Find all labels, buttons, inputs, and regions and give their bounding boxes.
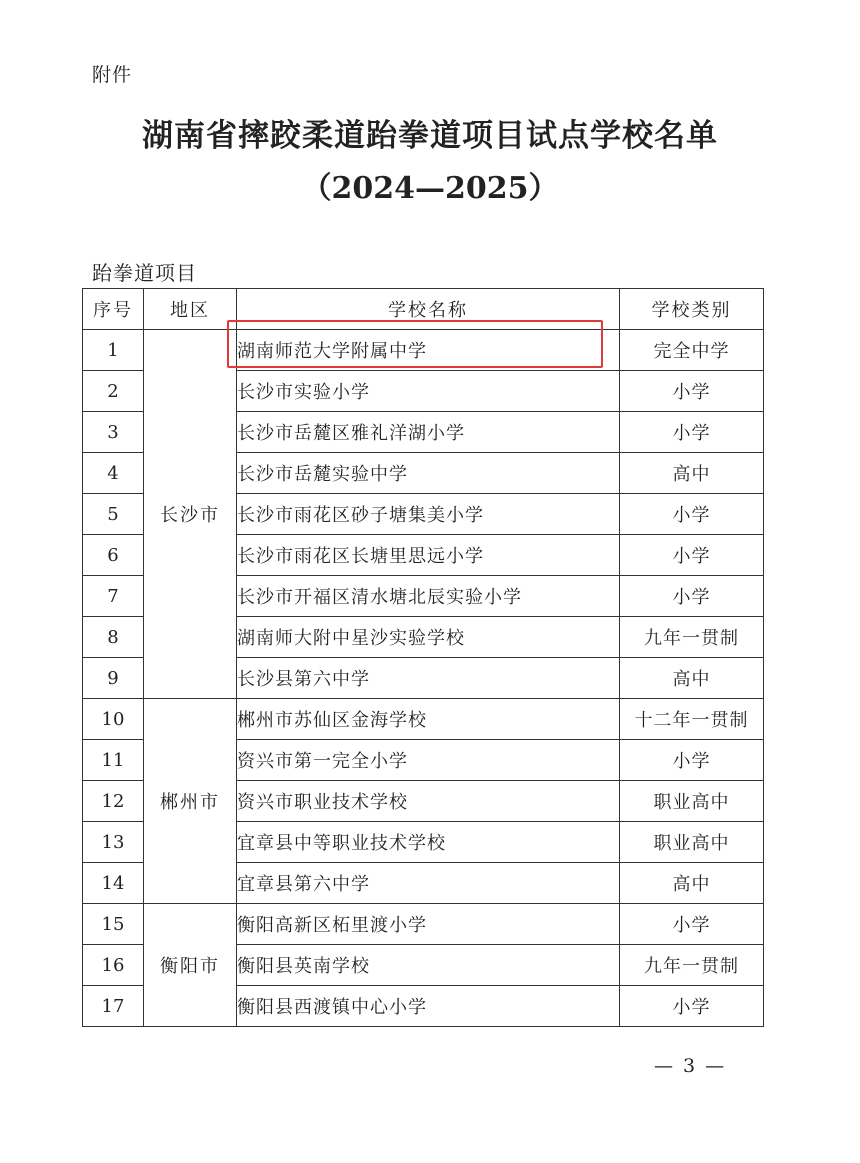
- school-name: 衡阳县英南学校: [237, 945, 620, 986]
- school-name: 宜章县中等职业技术学校: [237, 822, 620, 863]
- school-name: 衡阳县西渡镇中心小学: [237, 986, 620, 1027]
- school-name: 长沙县第六中学: [237, 658, 620, 699]
- school-type: 职业高中: [620, 781, 764, 822]
- school-type: 高中: [620, 658, 764, 699]
- row-number: 14: [83, 863, 144, 904]
- table-row: [83, 699, 764, 740]
- row-number: 7: [83, 576, 144, 617]
- school-type: 小学: [620, 740, 764, 781]
- school-name: 郴州市苏仙区金海学校: [237, 699, 620, 740]
- row-number: 5: [83, 494, 144, 535]
- header-region: 地区: [144, 289, 237, 330]
- school-type: 完全中学: [620, 330, 764, 371]
- school-name: 资兴市第一完全小学: [237, 740, 620, 781]
- header-type: 学校类别: [620, 289, 764, 330]
- table-header-row: [83, 289, 764, 330]
- school-type: 小学: [620, 371, 764, 412]
- row-number: 2: [83, 371, 144, 412]
- school-name: 长沙市开福区清水塘北辰实验小学: [237, 576, 620, 617]
- attachment-label: 附件: [92, 64, 133, 86]
- school-name: 长沙市雨花区砂子塘集美小学: [237, 494, 620, 535]
- school-name: 湖南师大附中星沙实验学校: [237, 617, 620, 658]
- school-type: 小学: [620, 986, 764, 1027]
- row-number: 8: [83, 617, 144, 658]
- table-body: [83, 330, 764, 1027]
- school-name: 湖南师范大学附属中学: [237, 330, 620, 371]
- school-type: 职业高中: [620, 822, 764, 863]
- row-number: 6: [83, 535, 144, 576]
- document-title: 湖南省摔跤柔道跆拳道项目试点学校名单: [142, 118, 718, 154]
- school-name: 长沙市实验小学: [237, 371, 620, 412]
- row-number: 4: [83, 453, 144, 494]
- table-row: [83, 904, 764, 945]
- page-number: — 3 —: [654, 1055, 727, 1077]
- region-cell: 郴州市: [144, 699, 237, 904]
- school-name: 衡阳高新区柘里渡小学: [237, 904, 620, 945]
- school-name: 长沙市岳麓区雅礼洋湖小学: [237, 412, 620, 453]
- header-school: 学校名称: [237, 289, 620, 330]
- school-type: 高中: [620, 863, 764, 904]
- section-label: 跆拳道项目: [92, 261, 197, 285]
- region-cell: 衡阳市: [144, 904, 237, 1027]
- school-type: 小学: [620, 494, 764, 535]
- school-type: 九年一贯制: [620, 945, 764, 986]
- school-type: 十二年一贯制: [620, 699, 764, 740]
- row-number: 9: [83, 658, 144, 699]
- school-type: 高中: [620, 453, 764, 494]
- row-number: 17: [83, 986, 144, 1027]
- school-type: 小学: [620, 576, 764, 617]
- document-subtitle: （2024—2025）: [301, 171, 559, 206]
- row-number: 15: [83, 904, 144, 945]
- school-type: 九年一贯制: [620, 617, 764, 658]
- school-type: 小学: [620, 535, 764, 576]
- header-no: 序号: [83, 289, 144, 330]
- school-type: 小学: [620, 412, 764, 453]
- row-number: 11: [83, 740, 144, 781]
- row-number: 1: [83, 330, 144, 371]
- row-number: 12: [83, 781, 144, 822]
- row-number: 10: [83, 699, 144, 740]
- region-cell: 长沙市: [144, 330, 237, 699]
- row-number: 3: [83, 412, 144, 453]
- school-name: 长沙市岳麓实验中学: [237, 453, 620, 494]
- school-name: 宜章县第六中学: [237, 863, 620, 904]
- school-list-table: [82, 288, 764, 1027]
- table-row: [83, 330, 764, 371]
- row-number: 13: [83, 822, 144, 863]
- row-number: 16: [83, 945, 144, 986]
- school-name: 资兴市职业技术学校: [237, 781, 620, 822]
- school-name: 长沙市雨花区长塘里思远小学: [237, 535, 620, 576]
- school-type: 小学: [620, 904, 764, 945]
